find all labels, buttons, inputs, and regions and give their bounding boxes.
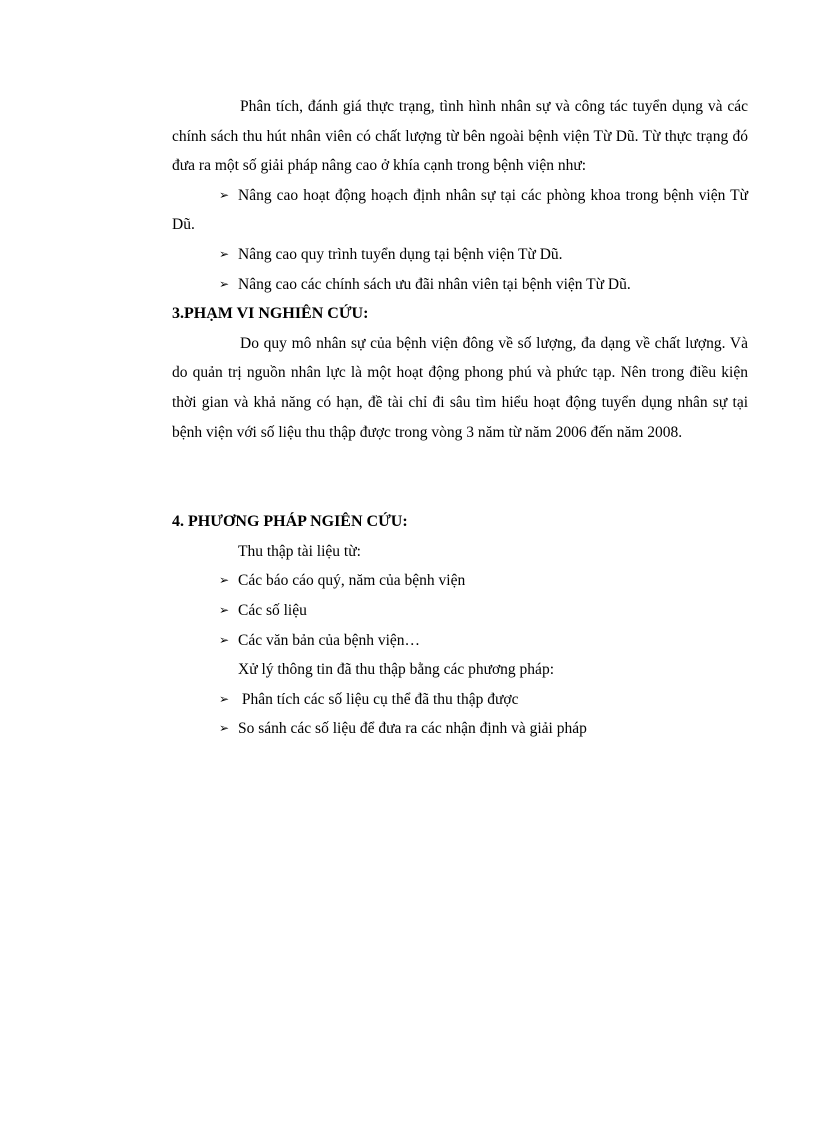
process-item-2: ➢ So sánh các số liệu để đưa ra các nhận định và giải pháp bbox=[172, 714, 748, 744]
section-3-paragraph: Do quy mô nhân sự của bệnh viện đông về số lượng, đa dạng về chất lượng. Và do quản trị nguồn nhân lực là một hoạt động phong phú và phức tạp. Nên trong điều kiện thời gian và khả năng có hạn, đề tài chỉ đi sâu tìm hiểu hoạt động tuyển dụng nhân sự tại bệnh viện với số liệu thu thập được trong vòng 3 năm từ năm 2006 đến năm 2008. bbox=[172, 334, 748, 441]
arrowhead-bullet-icon: ➢ bbox=[219, 187, 230, 202]
collect-item-3: ➢ Các văn bản của bệnh viện… bbox=[172, 626, 748, 656]
intro-paragraph: Phân tích, đánh giá thực trạng, tình hình nhân sự và công tác tuyển dụng và các chính sách thu hút nhân viên có chất lượng từ bên ngoài bệnh viện Từ Dũ. Từ thực trạng đó đưa ra một số giải pháp nâng cao ở khía cạnh trong bệnh viện như: bbox=[172, 98, 748, 175]
arrowhead-bullet-icon: ➢ bbox=[219, 632, 230, 647]
section-4-heading: 4. PHƯƠNG PHÁP NGIÊN CỨU: bbox=[172, 513, 408, 531]
arrowhead-bullet-icon: ➢ bbox=[219, 573, 230, 588]
arrowhead-bullet-icon: ➢ bbox=[219, 602, 230, 617]
spacer bbox=[172, 447, 748, 507]
collect-label: Thu thập tài liệu từ: bbox=[238, 542, 361, 560]
intro-bullet-1: ➢ Nâng cao hoạt động hoạch định nhân sự tại các phòng khoa trong bệnh viện Từ Dũ. bbox=[172, 181, 748, 240]
arrowhead-bullet-icon: ➢ bbox=[219, 276, 230, 291]
collect-item-2: ➢ Các số liệu bbox=[172, 596, 748, 626]
document-body bbox=[172, 92, 748, 744]
collect-item-1: ➢ Các báo cáo quý, năm của bệnh viện bbox=[172, 566, 748, 596]
arrowhead-bullet-icon: ➢ bbox=[219, 246, 230, 261]
arrowhead-bullet-icon: ➢ bbox=[219, 691, 230, 706]
intro-bullet-3: ➢ Nâng cao các chính sách ưu đãi nhân viên tại bệnh viện Từ Dũ. bbox=[172, 270, 748, 300]
section-3-heading: 3.PHẠM VI NGHIÊN CỨU: bbox=[172, 305, 369, 323]
process-item-1: ➢ Phân tích các số liệu cụ thể đã thu thập được bbox=[172, 685, 748, 715]
process-label: Xử lý thông tin đã thu thập bằng các phương pháp: bbox=[238, 661, 554, 679]
intro-bullet-2: ➢ Nâng cao quy trình tuyển dụng tại bệnh viện Từ Dũ. bbox=[172, 240, 748, 270]
arrowhead-bullet-icon: ➢ bbox=[219, 721, 230, 736]
